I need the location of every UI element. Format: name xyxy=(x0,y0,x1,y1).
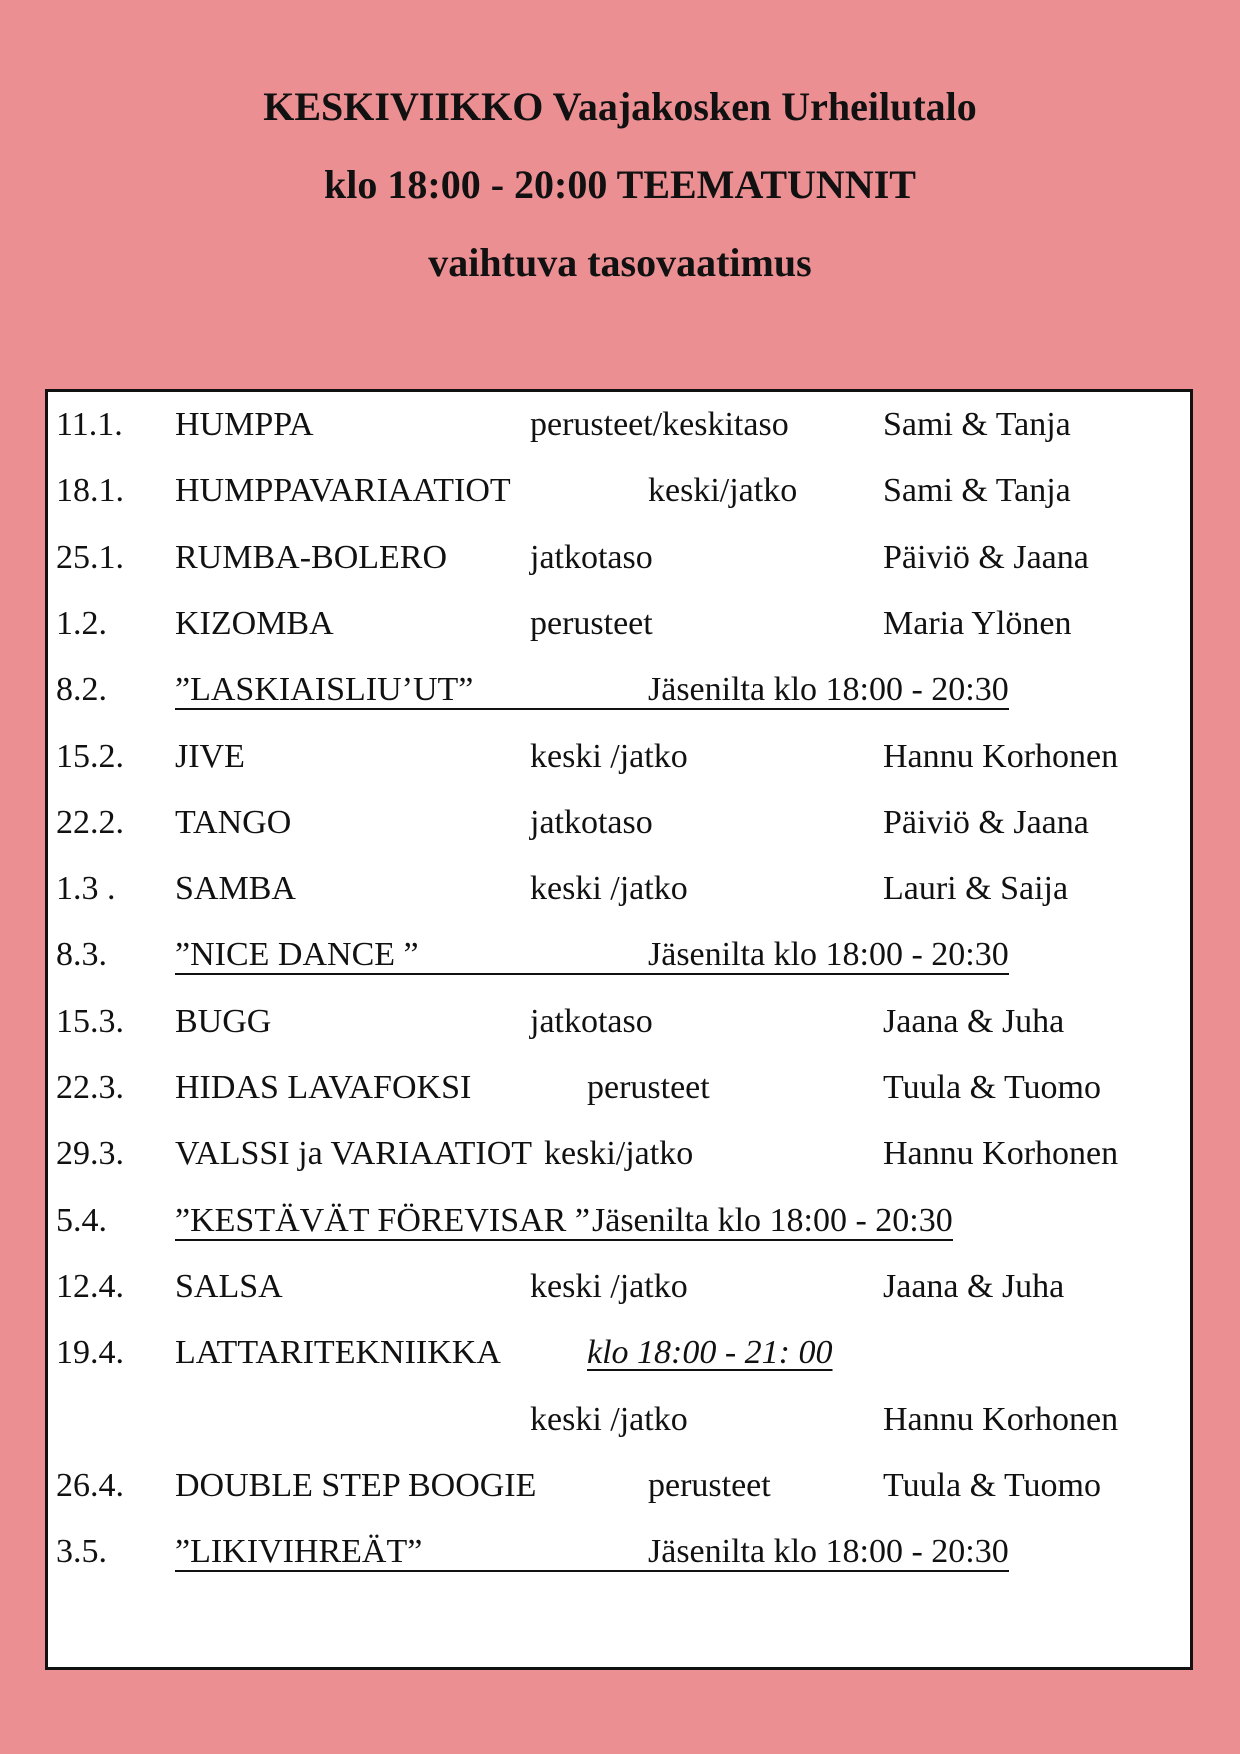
row-teacher: Sami & Tanja xyxy=(883,406,1071,443)
row-teacher: Hannu Korhonen xyxy=(883,1135,1119,1173)
schedule-row xyxy=(48,1466,1190,1506)
event-info: Jäsenilta klo 18:00 - 20:30 xyxy=(648,671,1009,709)
row-dance: BUGG xyxy=(175,1002,272,1040)
schedule-row xyxy=(48,670,1190,710)
schedule-row xyxy=(48,1400,1190,1440)
row-teacher: Päiviö & Jaana xyxy=(883,538,1089,576)
row-date: 22.3. xyxy=(56,1069,124,1106)
row-time: klo 18:00 - 21: 00 xyxy=(587,1334,833,1372)
row-date: 18.1. xyxy=(56,472,124,510)
row-date: 11.1. xyxy=(56,406,123,443)
row-teacher: Päiviö & Jaana xyxy=(883,803,1089,841)
row-date: 26.4. xyxy=(56,1466,124,1504)
row-level: keski /jatko xyxy=(530,870,688,908)
event-info: Jäsenilta klo 18:00 - 20:30 xyxy=(592,1201,953,1239)
schedule-row xyxy=(48,604,1190,644)
row-date: 19.4. xyxy=(56,1334,124,1372)
row-date: 22.2. xyxy=(56,803,124,841)
row-dance: KIZOMBA xyxy=(175,604,334,642)
schedule-row xyxy=(48,405,1190,445)
row-level: keski /jatko xyxy=(530,1267,688,1305)
row-dance: HUMPPAVARIAATIOT xyxy=(175,472,511,510)
schedule-box xyxy=(45,389,1193,1670)
row-teacher: Sami & Tanja xyxy=(883,472,1071,510)
row-dance: DOUBLE STEP BOOGIE xyxy=(175,1466,537,1504)
header-line-1: KESKIVIIKKO Vaajakosken Urheilutalo xyxy=(263,84,977,129)
row-date: 15.2. xyxy=(56,737,124,775)
event-info: Jäsenilta klo 18:00 - 20:30 xyxy=(648,1533,1009,1571)
row-dance: SALSA xyxy=(175,1267,283,1305)
row-dance: LATTARITEKNIIKKA xyxy=(175,1334,501,1372)
row-date: 1.2. xyxy=(56,604,107,642)
row-date: 5.4. xyxy=(56,1201,107,1239)
row-level: perusteet xyxy=(587,1069,710,1106)
event-info: Jäsenilta klo 18:00 - 20:30 xyxy=(648,936,1009,974)
row-level: keski/jatko xyxy=(648,472,798,510)
row-teacher: Jaana & Juha xyxy=(883,1002,1065,1040)
schedule-row xyxy=(48,1068,1190,1108)
row-teacher: Tuula & Tuomo xyxy=(883,1069,1101,1106)
row-dance: SAMBA xyxy=(175,870,296,908)
row-teacher: Tuula & Tuomo xyxy=(883,1466,1101,1504)
schedule-row xyxy=(48,1002,1190,1042)
row-teacher: Hannu Korhonen xyxy=(883,1400,1119,1438)
row-teacher: Jaana & Juha xyxy=(883,1267,1065,1305)
schedule-row xyxy=(48,1201,1190,1241)
schedule-row xyxy=(48,935,1190,975)
row-teacher: Hannu Korhonen xyxy=(883,737,1119,775)
row-level: keski /jatko xyxy=(530,1400,688,1438)
row-level: jatkotaso xyxy=(530,803,653,841)
row-dance: HUMPPA xyxy=(175,406,314,443)
row-level: perusteet/keskitaso xyxy=(530,406,789,443)
row-date: 3.5. xyxy=(56,1533,107,1571)
event-title: ”LASKIAISLIU’UT” xyxy=(175,671,474,709)
row-dance: TANGO xyxy=(175,803,292,841)
row-date: 29.3. xyxy=(56,1135,124,1173)
row-date: 1.3 . xyxy=(56,870,116,908)
schedule-row xyxy=(48,1267,1190,1307)
row-date: 12.4. xyxy=(56,1267,124,1305)
row-teacher: Maria Ylönen xyxy=(883,604,1072,642)
row-level: keski/jatko xyxy=(544,1135,694,1173)
row-date: 8.3. xyxy=(56,936,107,974)
row-date: 8.2. xyxy=(56,671,107,709)
row-level: perusteet xyxy=(530,604,653,642)
row-dance: RUMBA-BOLERO xyxy=(175,538,448,576)
row-dance: HIDAS LAVAFOKSI xyxy=(175,1069,472,1106)
row-teacher: Lauri & Saija xyxy=(883,870,1069,908)
schedule-row xyxy=(48,1532,1190,1572)
row-level: keski /jatko xyxy=(530,737,688,775)
row-date: 15.3. xyxy=(56,1002,124,1040)
schedule-row xyxy=(48,1333,1190,1373)
row-dance: VALSSI ja VARIAATIOT xyxy=(175,1135,533,1173)
row-level: perusteet xyxy=(648,1466,771,1504)
schedule-row xyxy=(48,471,1190,511)
header-line-2: klo 18:00 - 20:00 TEEMATUNNIT xyxy=(324,162,916,207)
row-dance: JIVE xyxy=(175,737,245,775)
schedule-row xyxy=(48,869,1190,909)
row-level: jatkotaso xyxy=(530,538,653,576)
schedule-row xyxy=(48,803,1190,843)
header-line-3: vaihtuva tasovaatimus xyxy=(428,240,812,285)
event-title: ”NICE DANCE ” xyxy=(175,936,419,974)
event-title: ”LIKIVIHREÄT” xyxy=(175,1533,423,1571)
schedule-row xyxy=(48,1134,1190,1174)
event-title: ”KESTÄVÄT FÖREVISAR ” xyxy=(175,1201,590,1239)
schedule-row xyxy=(48,737,1190,777)
row-date: 25.1. xyxy=(56,538,124,576)
schedule-row xyxy=(48,538,1190,578)
row-level: jatkotaso xyxy=(530,1002,653,1040)
